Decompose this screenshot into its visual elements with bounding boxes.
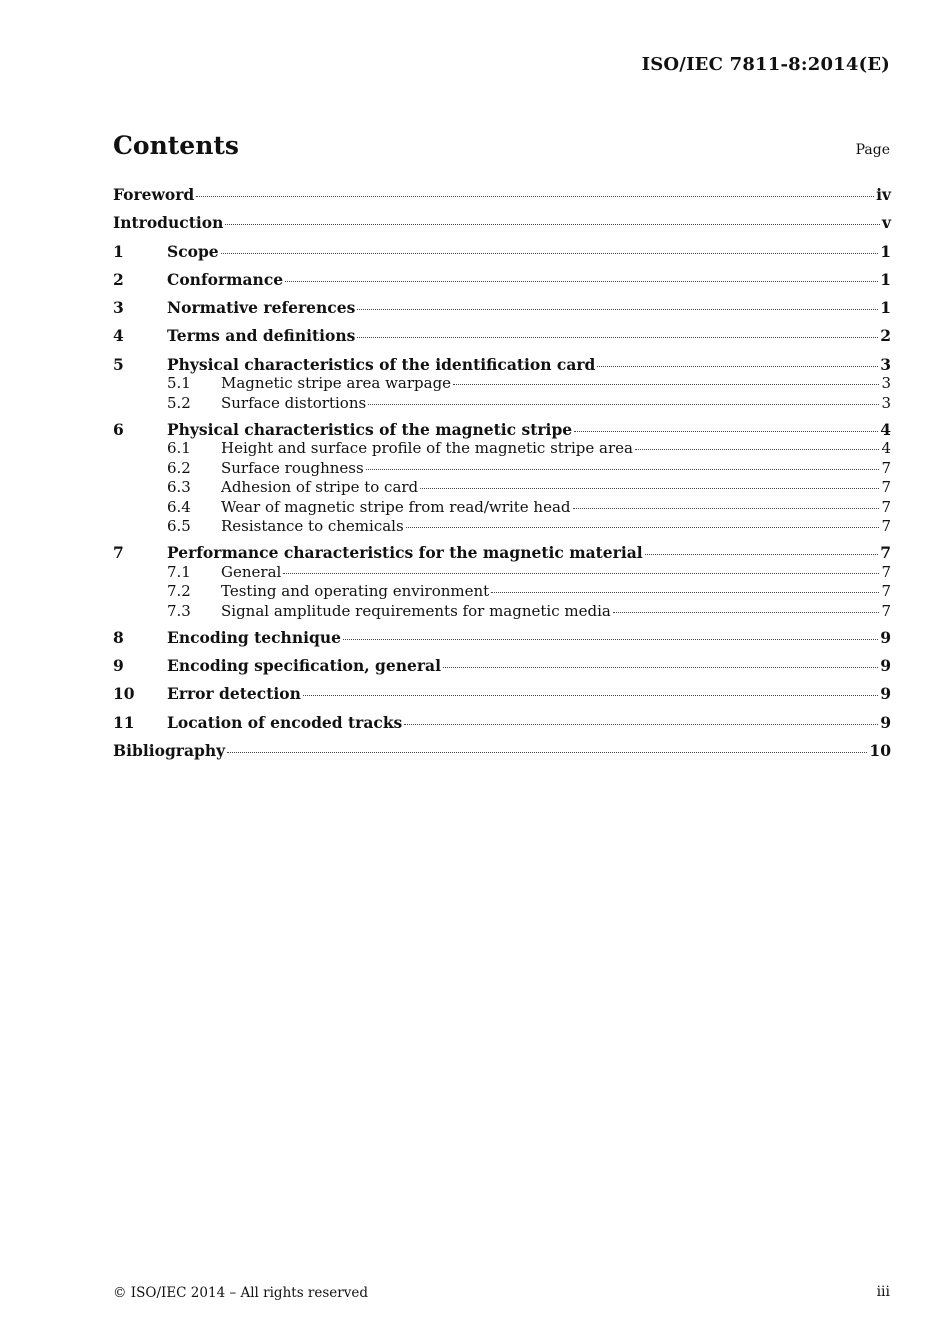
toc-page: 1: [880, 298, 891, 318]
toc-number: 2: [113, 269, 124, 289]
toc-page: 7: [880, 543, 891, 563]
toc-title: Scope: [167, 241, 219, 261]
toc-title: Encoding technique: [167, 627, 341, 647]
toc-number: 5.1: [167, 374, 191, 393]
toc-number: 7: [113, 543, 124, 563]
toc-entry-scope[interactable]: [113, 242, 891, 270]
page-number: iii: [876, 1284, 890, 1300]
dot-leader: [221, 253, 879, 254]
toc-entry-encoding-technique[interactable]: [113, 628, 891, 656]
toc-number: 1: [113, 241, 124, 261]
toc-title: Surface distortions: [221, 393, 367, 412]
toc-title: Signal amplitude requirements for magnetic media: [221, 601, 611, 620]
toc-page: iv: [876, 185, 891, 204]
toc-entry-6-5[interactable]: [113, 517, 891, 543]
toc-page: 7: [881, 582, 891, 601]
toc-number: 6.1: [167, 439, 191, 458]
toc-number: 8: [113, 627, 124, 647]
toc-number: 3: [113, 298, 124, 318]
toc-page: 7: [881, 497, 891, 516]
toc-title: Magnetic stripe area warpage: [221, 374, 452, 393]
toc-title: Height and surface profile of the magnetic stripe area: [221, 439, 633, 458]
dot-leader: [597, 366, 878, 367]
dot-leader: [404, 724, 878, 725]
toc-page: 4: [880, 419, 891, 439]
toc-entry-6-2[interactable]: [113, 459, 891, 479]
toc-number: 6.3: [167, 478, 191, 497]
toc-title: Physical characteristics of the identification card: [167, 354, 596, 374]
toc-entry-terms-and-definitions[interactable]: [113, 326, 891, 354]
toc-title: Conformance: [167, 269, 284, 289]
dot-leader: [357, 309, 878, 310]
toc-title: Adhesion of stripe to card: [221, 478, 419, 497]
dot-leader: [443, 667, 878, 668]
dot-leader: [285, 281, 878, 282]
toc-page: 9: [880, 627, 891, 647]
contents-heading: Contents: [113, 131, 240, 160]
toc-number: 10: [113, 684, 135, 704]
toc-title: Normative references: [167, 298, 356, 318]
toc-number: 11: [113, 712, 135, 732]
toc-entry-conformance[interactable]: [113, 270, 891, 298]
toc-page: 3: [881, 393, 891, 412]
toc-entry-bibliography[interactable]: [113, 741, 891, 769]
dot-leader: [227, 752, 867, 753]
document-identifier: ISO/IEC 7811-8:2014(E): [641, 54, 890, 75]
toc-page: 3: [880, 354, 891, 374]
toc-page: 10: [869, 740, 891, 760]
toc-title: Bibliography: [113, 740, 226, 760]
toc-entry-6-1[interactable]: [113, 439, 891, 459]
toc-number: 6.2: [167, 458, 191, 477]
toc-entry-5-2[interactable]: [113, 394, 891, 420]
toc-page: 3: [881, 374, 891, 393]
toc-page: 7: [881, 478, 891, 497]
toc-number: 6.5: [167, 517, 191, 536]
toc-title: Resistance to chemicals: [221, 517, 404, 536]
toc-title: Surface roughness: [221, 458, 364, 477]
dot-leader: [573, 508, 880, 509]
toc-title: General: [221, 562, 282, 581]
dot-leader: [491, 592, 879, 593]
dot-leader: [366, 469, 880, 470]
toc-entry-location-of-encoded-tracks[interactable]: [113, 713, 891, 741]
dot-leader: [368, 404, 879, 405]
toc-number: 6: [113, 419, 124, 439]
toc-page: 7: [881, 562, 891, 581]
toc-number: 5: [113, 354, 124, 374]
toc-entry-5-1[interactable]: [113, 374, 891, 394]
toc-entry-encoding-specification[interactable]: [113, 656, 891, 684]
toc-entry-7-2[interactable]: [113, 582, 891, 602]
toc-page: 4: [881, 439, 891, 458]
toc-number: 6.4: [167, 497, 191, 516]
dot-leader: [645, 554, 879, 555]
toc-page: 2: [880, 326, 891, 346]
toc-title: Physical characteristics of the magnetic stripe: [167, 419, 573, 439]
toc-entry-physical-characteristics-stripe[interactable]: [113, 420, 891, 440]
dot-leader: [574, 431, 878, 432]
toc-entry-normative-references[interactable]: [113, 298, 891, 326]
table-of-contents: [113, 185, 891, 769]
page-column-label: Page: [855, 142, 890, 158]
dot-leader: [303, 695, 878, 696]
dot-leader: [613, 612, 880, 613]
toc-title: Performance characteristics for the magnetic material: [167, 543, 643, 563]
toc-entry-7-3[interactable]: [113, 602, 891, 628]
toc-entry-physical-characteristics-card[interactable]: [113, 355, 891, 375]
toc-page: 7: [881, 517, 891, 536]
toc-page: 1: [880, 241, 891, 261]
toc-number: 5.2: [167, 393, 191, 412]
toc-title: Terms and definitions: [167, 326, 356, 346]
toc-title: Location of encoded tracks: [167, 712, 403, 732]
toc-title: Foreword: [113, 185, 195, 204]
toc-entry-foreword[interactable]: [113, 185, 891, 213]
dot-leader: [406, 527, 880, 528]
toc-entry-introduction[interactable]: [113, 213, 891, 241]
toc-entry-6-3[interactable]: [113, 478, 891, 498]
copyright-notice: © ISO/IEC 2014 – All rights reserved: [113, 1285, 368, 1301]
toc-entry-error-detection[interactable]: [113, 684, 891, 712]
toc-entry-6-4[interactable]: [113, 498, 891, 518]
dot-leader: [343, 639, 878, 640]
dot-leader: [196, 196, 874, 197]
toc-page: 1: [880, 269, 891, 289]
toc-number: 7.1: [167, 562, 191, 581]
dot-leader: [225, 224, 880, 225]
toc-entry-performance-characteristics[interactable]: [113, 543, 891, 563]
toc-number: 4: [113, 326, 124, 346]
toc-number: 9: [113, 656, 124, 676]
dot-leader: [357, 337, 878, 338]
toc-page: v: [881, 213, 891, 233]
toc-page: 7: [881, 601, 891, 620]
toc-number: 7.2: [167, 582, 191, 601]
toc-title: Error detection: [167, 684, 301, 704]
toc-title: Encoding specification, general: [167, 656, 441, 676]
toc-number: 7.3: [167, 601, 191, 620]
toc-page: 9: [880, 712, 891, 732]
toc-page: 9: [880, 656, 891, 676]
dot-leader: [635, 449, 879, 450]
toc-page: 7: [881, 458, 891, 477]
dot-leader: [453, 384, 879, 385]
toc-title: Testing and operating environment: [221, 582, 490, 601]
toc-entry-7-1[interactable]: [113, 563, 891, 583]
toc-page: 9: [880, 684, 891, 704]
dot-leader: [420, 488, 879, 489]
dot-leader: [283, 573, 879, 574]
toc-title: Wear of magnetic stripe from read/write head: [221, 497, 571, 516]
toc-title: Introduction: [113, 213, 224, 233]
